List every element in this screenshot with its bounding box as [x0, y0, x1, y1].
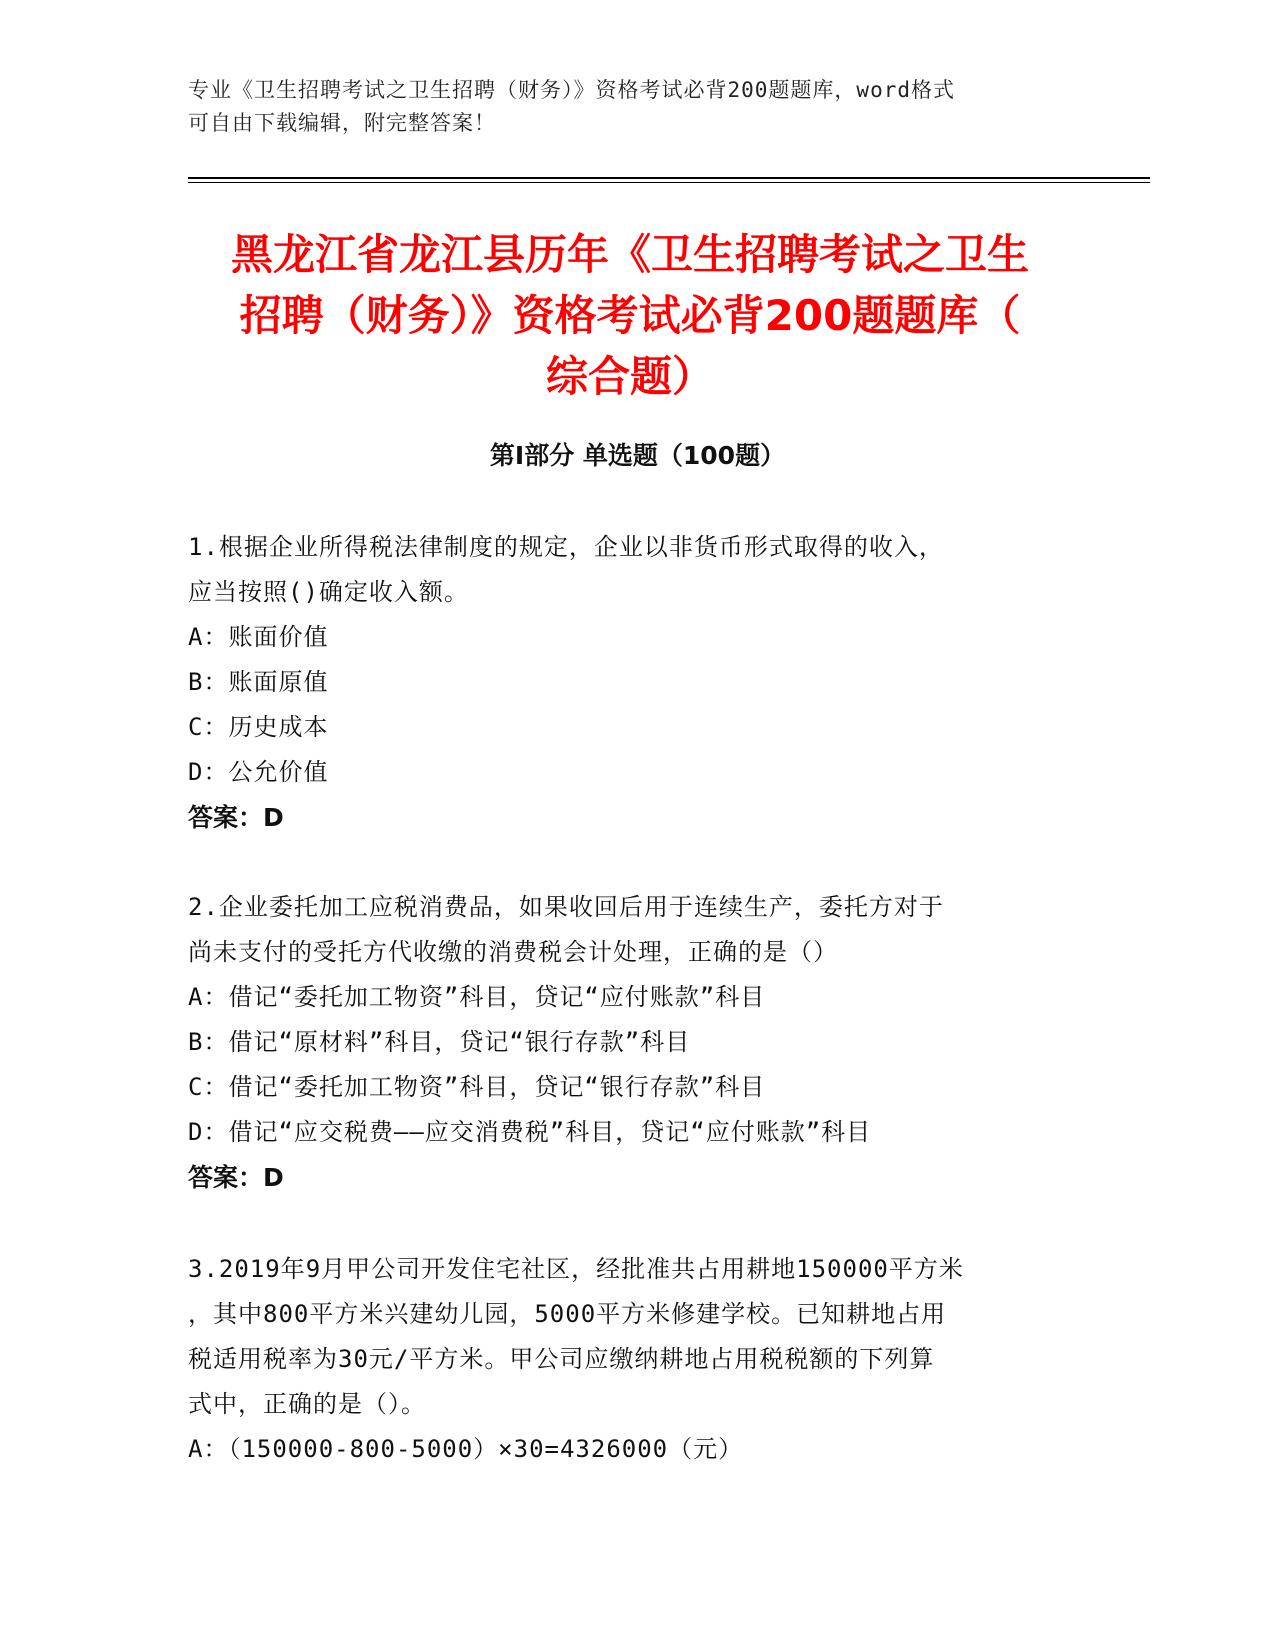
option-d: D：公允价值 [188, 758, 329, 786]
option-c: C：历史成本 [188, 713, 329, 741]
document-title-line: 综合题） [545, 352, 714, 401]
option-d: D：借记“应交税费——应交消费税”科目，贷记“应付账款”科目 [188, 1118, 872, 1146]
question-stem: 式中，正确的是（）。 [188, 1390, 426, 1418]
option-a: A：账面价值 [188, 623, 329, 651]
section-title: 第Ⅰ部分 单选题（100题） [489, 441, 786, 470]
question-stem: 尚未支付的受托方代收缴的消费税会计处理，正确的是（） [188, 938, 838, 966]
answer: 答案：D [188, 803, 284, 832]
question-2 [188, 885, 1088, 1200]
header-divider-thin [188, 182, 1150, 183]
option-b: B：借记“原材料”科目，贷记“银行存款”科目 [188, 1028, 691, 1056]
document-title-line: 招聘（财务）》资格考试必背200题题库（ [239, 291, 1021, 340]
header-note-line: 可自由下载编辑，附完整答案！ [188, 111, 496, 135]
option-c: C：借记“委托加工物资”科目，贷记“银行存款”科目 [188, 1073, 766, 1101]
question-3 [188, 1247, 1088, 1472]
question-stem: ，其中800平方米兴建幼儿园，5000平方米修建学校。已知耕地占用 [188, 1300, 947, 1328]
header-note [188, 74, 1088, 140]
question-stem: 应当按照()确定收入额。 [188, 578, 469, 606]
option-a: A：（150000-800-5000）×30=4326000（元） [188, 1435, 744, 1463]
question-stem: 税适用税率为30元/平方米。甲公司应缴纳耕地占用税税额的下列算 [188, 1345, 935, 1373]
document-title-line: 黑龙江省龙江县历年《卫生招聘考试之卫生 [230, 230, 1029, 279]
option-b: B：账面原值 [188, 668, 329, 696]
question-stem: 2.企业委托加工应税消费品，如果收回后用于连续生产，委托方对于 [188, 893, 944, 921]
question-stem: 3.2019年9月甲公司开发住宅社区，经批准共占用耕地150000平方米 [188, 1255, 964, 1283]
question-1 [188, 525, 1088, 840]
question-stem: 1.根据企业所得税法律制度的规定，企业以非货币形式取得的收入， [188, 533, 944, 561]
header-divider [188, 177, 1150, 179]
header-note-line: 专业《卫生招聘考试之卫生招聘（财务）》资格考试必背200题题库，word格式 [188, 78, 955, 102]
option-a: A：借记“委托加工物资”科目，贷记“应付账款”科目 [188, 983, 766, 1011]
answer: 答案：D [188, 1163, 284, 1192]
document-title [180, 224, 1080, 407]
